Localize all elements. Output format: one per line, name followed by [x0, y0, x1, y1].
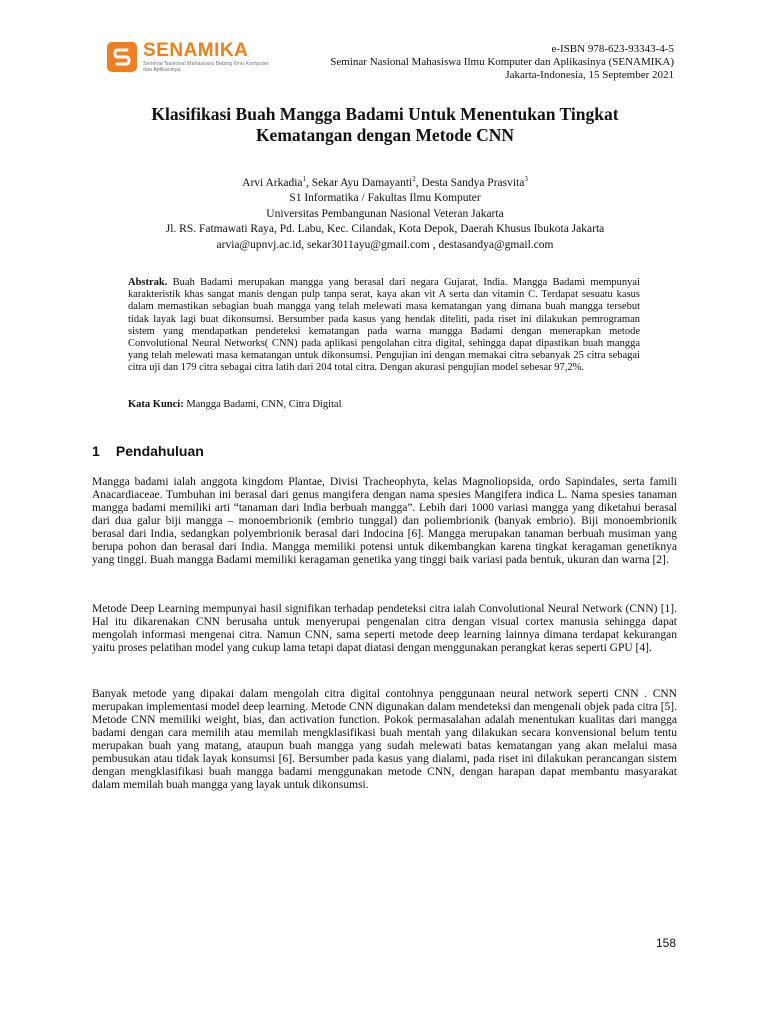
abstract-label: Abstrak.	[128, 277, 168, 288]
author-names: Arvi Arkadia$^1$, Sekar Ayu Damayanti$^2$, Desta Sandya Prasvita$^3$	[242, 175, 528, 189]
author-block	[80, 172, 690, 253]
keywords	[128, 399, 640, 411]
author-1: Arvi Arkadia	[242, 176, 303, 189]
keywords-label: Kata Kunci:	[128, 399, 184, 410]
section-number: 1	[92, 443, 100, 459]
keywords-text: Mangga Badami, CNN, Citra Digital	[186, 399, 342, 410]
abstract	[128, 277, 640, 375]
isbn: e-ISBN 978-623-93343-4-5	[551, 43, 674, 55]
paragraph-3: Banyak metode yang dipakai dalam mengolah citra digital contohnya penggunaan neural network seperti CNN . CNN merupakan implementasi model deep learning. Metode CNN digunakan dalam mendeteksi dan mengenali objek pada citra [5]. Metode CNN memiliki weight, bias, dan activation function. Pokok permasalahan adalah menentukan kualitas dari mangga badami dengan cara memilih atau memilah mengklasifikasi buah mentah yang dilakukan secara konvensional belum tentu merupakan buah yang matang, ataupun buah mangga yang sudah melewati batas kematangan yang akan melalui masa pembusukan atau tidak layak konsumsi [6]. Bersumber pada kasus yang dialami, pada riset ini dilakukan perancangan sistem dengan mengklasifikasi buah mangga badami menggunakan metode CNN, dengan harapan dapat membantu masyarakat dalam memilah buah mangga yang layak untuk dikonsumsi.	[92, 688, 677, 791]
location-date: Jakarta-Indonesia, 15 September 2021	[505, 69, 674, 81]
seminar-name: Seminar Nasional Mahasiswa Ilmu Komputer dan Aplikasinya (SENAMIKA)	[330, 56, 674, 68]
paragraph-2: Metode Deep Learning mempunyai hasil signifikan terhadap pendeteksi citra ialah Convolutional Neural Network (CNN) [1]. Hal itu dikarenakan CNN berusaha untuk menyerupai pengenalan citra dengan visual cortex manusia sehingga dapat mengolah informasi mengenai citra. Namun CNN, sama seperti metode deep learning lainnya dimana terdapat kekurangan yaitu proses pelatihan model yang cukup lama tetapi dapat diatasi dengan menggunakan perangkat keras seperti GPU [4].	[92, 603, 677, 654]
section-heading	[92, 443, 204, 459]
title-line-1: Klasifikasi Buah Mangga Badami Untuk Menentukan Tingkat	[151, 104, 619, 124]
section-title: Pendahuluan	[115, 443, 204, 459]
paper-title	[80, 104, 690, 146]
author-2-affil: 2	[412, 175, 416, 183]
page-number: 158	[655, 936, 676, 950]
title-line-2: Kematangan dengan Metode CNN	[255, 125, 515, 145]
author-3: Desta Sandya Prasvita	[421, 176, 525, 189]
university: Universitas Pembangunan Nasional Veteran Jakarta	[266, 207, 504, 220]
abstract-text: Buah Badami merupakan mangga yang berasal dari negara Gujarat, India. Mangga Badami mempunyai karakteristik khas sangat manis dengan pulp tanpa serat, kaya akan vit A serta dan vitamin C. Terdapat sesuatu kasus dalam memastikan sebagian buah mangga yang telah melewati masa kematangan yang dimana buah mangga tersebut tidak layak lagi buat dikonsumsi. Bersumber pada kasus yang hendak diteliti, pada riset ini dilakukan pemrograman sistem yang mendapatkan pendeteksi kematangan pada warna mangga Badami dengan menerapkan metode Convolutional Neural Networks( CNN) pada aplikasi pengolahan citra digital, sehingga dapat dipastikan buah mangga yang telah melewati masa kematangan untuk dikonsumsi. Pengujian ini dengan memakai citra sebanyak 25 citra sebagai citra uji dan 179 citra sebagai citra latih dari 204 total citra. Dengan akurasi pengujian model sebesar 97,2%.	[128, 277, 640, 374]
logo-name: SENAMIKA	[143, 40, 249, 61]
author-3-affil: 3	[524, 175, 528, 183]
emails: arvia@upnvj.ac.id, sekar3011ayu@gmail.com , destasandya@gmail.com	[216, 238, 554, 251]
running-header	[330, 43, 674, 82]
author-1-affil: 1	[302, 175, 306, 183]
author-2: Sekar Ayu Damayanti	[311, 176, 413, 189]
logo-tagline: Seminar Nasional Mahasiswa Bidang Ilmu Komputer dan Aplikasinya	[143, 61, 269, 73]
senamika-s-icon	[107, 42, 137, 72]
department: S1 Informatika / Fakultas Ilmu Komputer	[289, 192, 481, 205]
senamika-logo	[107, 42, 267, 74]
paragraph-1: Mangga badami ialah anggota kingdom Plantae, Divisi Tracheophyta, kelas Magnoliopsida, ordo Sapindales, serta famili Anacardiaceae. Tumbuhan ini berasal dari genus mangifera dengan nama spesies Mangifera indica L. Nama spesies tanaman mangga badami memiliki arti “tanaman dari India berbuah mangga”. Lebih dari 1000 variasi mangga yang diketahui berasal dari dua galur biji mangga – monoembrionik (embrio tunggal) dan poliembrionik (banyak embrio). Biji monoembrionik berasal dari India, sedangkan polyembrionik berasal dari Indocina [6]. Mangga merupakan tanaman berbuah musiman yang berupa pohon dan berasal dari India. Mangga memiliki potensi untuk dikembangkan karena tingkat keragaman genetiknya yang tinggi. Buah mangga Badami memiliki keragaman genetika yang tinggi baik variasi pada bentuk, ukuran dan warna [2].	[92, 476, 677, 566]
address: Jl. RS. Fatmawati Raya, Pd. Labu, Kec. Cilandak, Kota Depok, Daerah Khusus Ibukota Jakarta	[165, 223, 605, 236]
